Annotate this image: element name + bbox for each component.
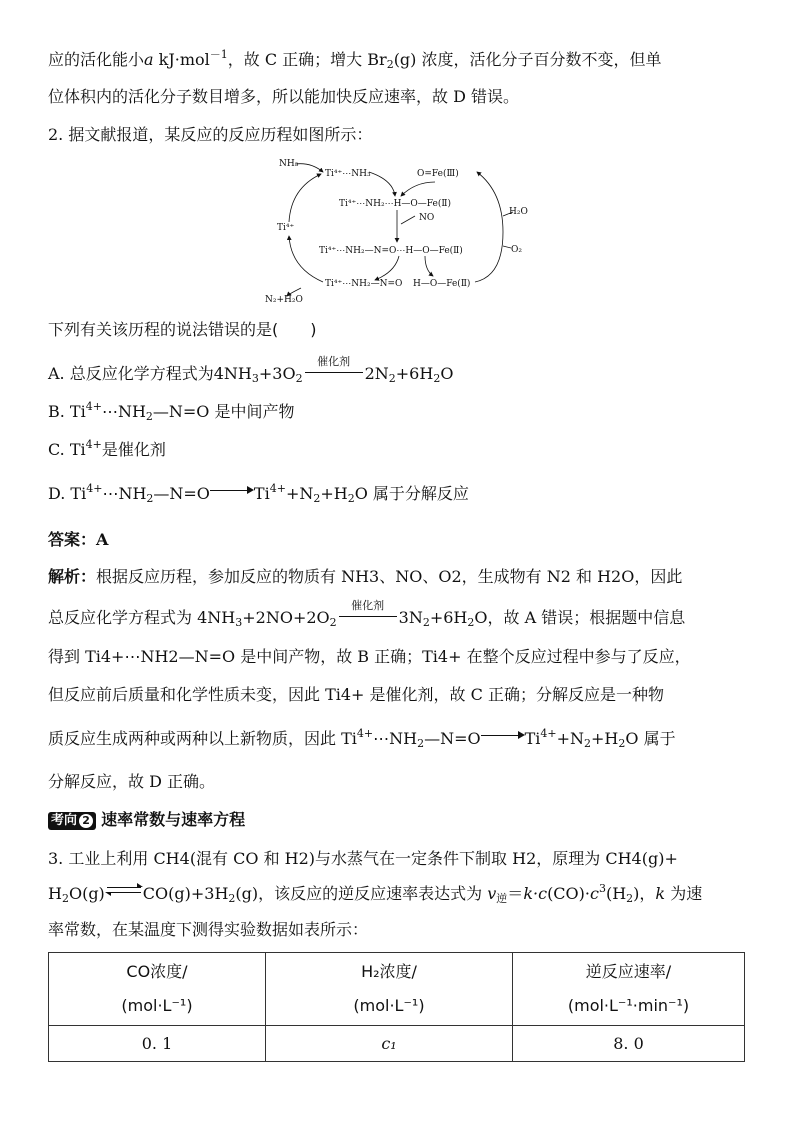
answer-label: 答案：: [48, 530, 97, 549]
var-v: v: [487, 884, 497, 903]
table-header-cell: [49, 953, 266, 1026]
var-k-c: k·c: [523, 884, 548, 903]
rate-data-table: [48, 952, 745, 1062]
table-row: [49, 1026, 745, 1062]
q3-line-2: $H_2O(g)$ $CO(g)+3H_2(g)$，该反应的逆反应速率表达式为 $v_逆=k\cdot c(CO)\cdot c^3(H_2)$，k 为速: [48, 882, 703, 905]
table-cell: 8. 0: [513, 1026, 745, 1062]
text: —N=O: [153, 484, 210, 503]
sup: 4+: [86, 482, 103, 495]
label-ti-nh2-no: Ti⁴⁺⋯NH₂—N=O: [325, 279, 403, 289]
analysis-line-2: 总反应化学方程式为 $4NH_3+2NO+2O_2$ 催化剂 $3N_2+6H_2O$，故 A 错误；根据题中信息: [48, 607, 685, 628]
text: +N: [285, 484, 314, 503]
q2-option-c: [48, 440, 166, 460]
text: (CO)·: [547, 884, 590, 903]
intro-line-1: [48, 50, 662, 70]
q2-stem: 2. 据文献报道，某反应的反应历程如图所示：: [48, 125, 373, 144]
catalyst-label: 催化剂: [351, 599, 385, 612]
label-ti-nh2-h-o-fe2: Ti⁴⁺⋯NH₂⋯H—O—Fe(Ⅱ): [339, 199, 452, 209]
table-header-cell: [266, 953, 513, 1026]
label-ti-nh3: Ti⁴⁺⋯NH₃: [325, 169, 371, 179]
text: 根据反应历程，参加反应的物质有 NH3、NO、O2，生成物有 N2 和 H2O，因此: [96, 567, 683, 586]
sub: 逆: [496, 892, 508, 905]
table-cell: c₁: [266, 1026, 513, 1062]
q2-option-b: B. $Ti^{4+}\cdots NH_2—N=O$ 是中间产物: [48, 400, 295, 423]
text: O 属于: [625, 729, 676, 748]
text: B. Ti: [48, 402, 86, 421]
header-name: 逆反应速率/: [585, 962, 672, 981]
text: C. Ti: [48, 440, 86, 459]
sup: －1: [209, 48, 228, 61]
label-o-fe3: O=Fe(Ⅲ): [417, 169, 459, 179]
analysis-line-3: 得到 Ti4+⋯NH2—N=O 是中间产物，故 B 正确；Ti4+ 在整个反应过程中参与了反应，: [48, 647, 691, 666]
text: —N=O: [424, 729, 481, 748]
header-unit: (mol·L⁻¹): [353, 996, 425, 1015]
label-ti-nh2-no-h-o-fe2: Ti⁴⁺⋯NH₂—N=O⋯H—O—Fe(Ⅱ): [319, 246, 463, 256]
sup: 3: [598, 882, 606, 895]
badge-number: 2: [79, 814, 93, 828]
text: 2N: [364, 364, 389, 383]
text: ⋯NH: [102, 484, 147, 503]
text: H: [48, 884, 62, 903]
catalyst-arrow: [303, 355, 365, 379]
text: +3O: [258, 364, 296, 383]
text: +6H: [429, 608, 468, 627]
sub: 2: [386, 58, 394, 71]
text: 应的活化能小: [48, 50, 145, 69]
badge-label: 考向: [51, 813, 78, 828]
sup: 4+: [85, 438, 102, 451]
text: 质反应生成两种或两种以上新物质，因此 Ti: [48, 729, 357, 748]
section-header: [48, 810, 245, 830]
label-h-o-fe2: H—O—Fe(Ⅱ): [413, 279, 471, 289]
text: A. 总反应化学方程式为4NH: [48, 364, 252, 383]
sub: 2: [626, 892, 634, 905]
label-nh3: NH₃: [279, 159, 299, 169]
section-title: 速率常数与速率方程: [101, 810, 246, 829]
label-no: NO: [419, 213, 435, 223]
q3-line-3: 率常数，在某温度下测得实验数据如表所示：: [48, 920, 369, 939]
catalyst-label: 催化剂: [317, 355, 351, 368]
text: 为速: [665, 884, 703, 903]
label-h2o: H₂O: [509, 207, 528, 217]
analysis-line-6: 分解反应，故 D 正确。: [48, 772, 216, 791]
text: 是催化剂: [101, 440, 166, 459]
text: O(g): [68, 884, 105, 903]
analysis-line-1: [48, 567, 682, 587]
q2-option-d: D. $Ti^{4+}\cdots NH_2—N=O$ $Ti^{4+}+N_2+H_2O$ 属于分解反应: [48, 482, 469, 505]
label-n2-h2o: N₂+H₂O: [265, 295, 303, 305]
text: O，故 A 错误；根据题中信息: [474, 608, 686, 627]
section-badge: [48, 812, 96, 830]
q2-option-a: A. 总反应化学方程式为$4NH_3+3O_2$ 催化剂 $2N_2+6H_2O$: [48, 363, 453, 384]
analysis-label: 解析：: [48, 567, 97, 586]
text: (g)，该反应的逆反应速率表达式为: [235, 884, 483, 903]
answer-value: A: [96, 530, 109, 549]
text: +6H: [395, 364, 434, 383]
table-cell: 0. 1: [49, 1026, 266, 1062]
text: O: [440, 364, 454, 383]
table-header-row: [49, 953, 745, 1026]
equilibrium-arrow: [105, 885, 143, 897]
analysis-line-4: 但反应前后质量和化学性质未变，因此 Ti4+ 是催化剂，故 C 正确；分解反应是一种物: [48, 685, 664, 704]
q3-line-1: 3. 工业上利用 CH4(混有 CO 和 H2)与水蒸气在一定条件下制取 H2，原理为 CH4(g)+: [48, 849, 678, 868]
intro-line-2: 位体积内的活化分子数目增多，所以能加快反应速率，故 D 错误。: [48, 87, 520, 106]
text: +H: [320, 484, 348, 503]
header-unit: (mol·L⁻¹·min⁻¹): [567, 996, 690, 1015]
text: O 属于分解反应: [354, 484, 469, 503]
reaction-arrow: [210, 486, 254, 496]
header-unit: (mol·L⁻¹): [121, 996, 193, 1015]
text: CO(g)+3H: [142, 884, 229, 903]
text: Ti: [253, 484, 270, 503]
header-name: CO浓度/: [126, 962, 188, 981]
text: (H: [605, 884, 627, 903]
header-name: H₂浓度/: [361, 962, 417, 981]
analysis-line-5: 质反应生成两种或两种以上新物质，因此 $Ti^{4+}\cdots NH_2—N=O$ $Ti^{4+}+N_2+H_2O$ 属于: [48, 727, 676, 750]
text: +N: [556, 729, 585, 748]
text: +H: [591, 729, 619, 748]
sup: 4+: [85, 400, 102, 413]
text: ⋯NH: [373, 729, 418, 748]
text: Ti: [524, 729, 541, 748]
text: 总反应化学方程式为 4NH: [48, 608, 236, 627]
text: +2NO+2O: [242, 608, 330, 627]
text: D. Ti: [48, 484, 87, 503]
text: ＝: [507, 884, 524, 903]
text: ，故 C 正确；增大 Br: [227, 50, 387, 69]
label-ti4: Ti⁴⁺: [277, 223, 295, 233]
label-o2: O₂: [511, 245, 522, 255]
text: (g) 浓度，活化分子百分数不变，但单: [393, 50, 662, 69]
text: kJ·mol: [153, 50, 210, 69]
q2-question: 下列有关该历程的说法错误的是( ): [48, 320, 317, 339]
text: ⋯NH: [101, 402, 146, 421]
catalyst-arrow: [337, 599, 399, 623]
text: 3N: [398, 608, 423, 627]
reaction-arrow: [481, 731, 525, 741]
sup: 4+: [269, 482, 286, 495]
table-header-cell: [513, 953, 745, 1026]
text: —N=O 是中间产物: [152, 402, 295, 421]
reaction-mechanism-diagram: [265, 152, 545, 312]
var-k: k: [655, 884, 666, 903]
var-a: a: [144, 50, 154, 69]
var-c: c: [590, 884, 599, 903]
answer-line: [48, 530, 108, 550]
text: )，: [633, 884, 656, 903]
